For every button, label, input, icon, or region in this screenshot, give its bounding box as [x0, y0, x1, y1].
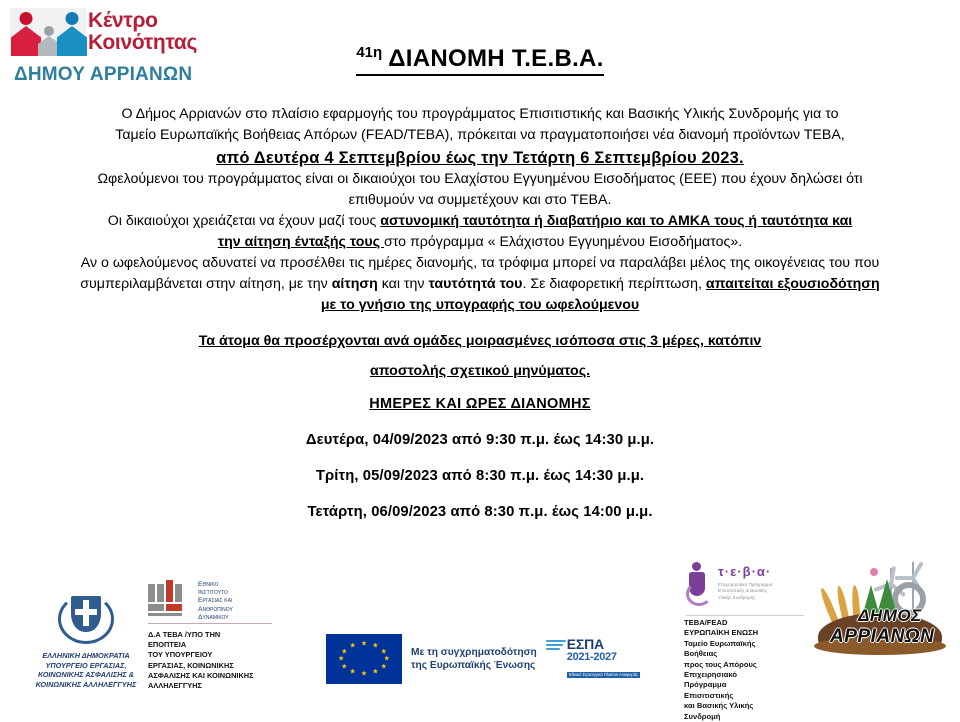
paragraph3-suffix: στο πρόγραμμα « Ελάχιστου Εγγυημένου Εισοδήματος».: [384, 234, 743, 250]
hellenic-republic-caption: [22, 651, 150, 689]
teba-divider: [686, 615, 804, 616]
groups-note: [55, 326, 905, 386]
espa-years: 2021-2027: [566, 651, 617, 663]
paragraph2-line2: επιθυμούν να συμμετέχουν και στο ΤΕΒΑ.: [348, 192, 612, 208]
eiead-title: [198, 581, 233, 622]
eiead-title-line3: Εργασιασ και: [198, 597, 233, 605]
teba-caption-line1: ΤΕΒΑ/FEAD: [684, 618, 728, 627]
title-ordinal: 41η: [356, 44, 383, 61]
eiead-caption-line1: Δ.Α ΤΕΒΑ /ΥΠΟ ΤΗΝ: [148, 630, 221, 639]
schedule-row-monday: Δευτέρα, 04/09/2023 από 9:30 π.μ. έως 14:30 μ.μ.: [305, 432, 655, 448]
teba-caption-line4: Βοήθειας: [684, 649, 718, 659]
gr-caption-line2: ΥΠΟΥΡΓΕΙΟ ΕΡΓΑΣΙΑΣ,: [45, 660, 127, 670]
groups-note-line2: [55, 356, 905, 386]
teba-caption: [684, 618, 809, 722]
hellenic-republic-emblem-icon: [58, 592, 114, 646]
teba-tagline: [718, 582, 802, 601]
teba-person-icon: [686, 562, 712, 606]
groups-note-text2: αποστολής σχετικού μηνύματος.: [369, 363, 591, 379]
required-documents-1: αστυνομική ταυτότητα ή διαβατήριο και το ΑΜΚΑ τους ή ταυτότητα και: [380, 213, 853, 229]
teba-caption-line9: και Βασικής Υλικής: [684, 701, 754, 711]
teba-caption-line5: προς τους Απόρους: [684, 659, 757, 669]
dimos-emblem-icon: [812, 556, 952, 661]
groups-note-line1: [55, 326, 905, 356]
eiead-logo: [148, 578, 278, 691]
espa-waves-icon: [546, 640, 566, 656]
logo-word-line2: Κοινότητας: [88, 31, 198, 54]
eiead-caption-line6: ΑΛΛΗΛΕΓΓΥΗΣ: [148, 681, 202, 691]
groups-note-text1: Τα άτομα θα προσέρχονται ανά ομάδες μοιρασμένες ισόποσα στις 3 μέρες, κατόπιν: [198, 333, 762, 349]
flower-icon: [870, 568, 878, 576]
paragraph2-line1: Ωφελούμενοι του προγράμματος είναι οι δικαιούχοι του Ελαχίστου Εγγυημένου Εισοδήματος (ΕΕΕ) που έχουν δηλώσει ότι: [97, 171, 863, 187]
distribution-date-range: από Δευτέρα 4 Σεπτεμβρίου έως την Τετάρτη 6 Σεπτεμβρίου 2023.: [216, 149, 744, 167]
teba-caption-line8: Επισιτιστικής: [684, 690, 734, 700]
paragraph3-line1: [55, 211, 905, 232]
eiead-title-line2: Ινστιτουτο: [198, 589, 228, 597]
paragraph4-bold-authorization: απαιτείται εξουσιοδότηση: [705, 276, 880, 292]
paragraph3-prefix: Οι δικαιούχοι χρειάζεται να έχουν μαζί τους: [107, 213, 381, 229]
teba-caption-line2: ΕΥΡΩΠΑΪΚΗ ΕΝΩΣΗ: [684, 628, 759, 638]
eiead-title-line1: Εθνικο: [198, 581, 219, 588]
eu-flag-icon: ★ ★ ★ ★ ★ ★ ★ ★ ★ ★ ★ ★: [326, 634, 402, 684]
teba-caption-line10: Συνδρομή: [684, 711, 721, 721]
eiead-divider: [148, 623, 272, 624]
paragraph4-text-a: συμπεριλαμβάνεται στην αίτηση, με την: [80, 276, 332, 292]
eiead-caption-line5: ΑΣΦΑΛΙΣΗΣ ΚΑΙ ΚΟΙΝΩΝΙΚΗΣ: [148, 670, 254, 680]
eiead-title-line4: Ανθρωπινου: [198, 605, 233, 613]
gr-caption-line3: ΚΟΙΝΩΝΙΚΗΣ ΑΣΦΑΛΙΣΗΣ &: [37, 670, 135, 680]
schedule-row-tuesday: Τρίτη, 05/09/2023 από 8:30 π.μ. έως 14:30 μ.μ.: [315, 468, 645, 484]
teba-wordmark: τ·ε·β·α·: [718, 564, 772, 579]
teba-caption-line6: Επιχειρησιακό: [684, 670, 738, 680]
paragraph1-line1: Ο Δήμος Αρριανών στο πλαίσιο εφαρμογής του προγράμματος Επισιτιστικής και Βασικής Υλικής Συνδρομής για το: [121, 106, 839, 122]
paragraph4-bold-aitisi: αίτηση: [331, 276, 378, 292]
dimos-word-line1: ΔΗΜΟΣ: [858, 606, 922, 625]
required-documents-2: την αίτηση ένταξής τους: [217, 234, 385, 250]
paragraph3-line2: [55, 232, 905, 253]
eiead-caption: [148, 630, 278, 691]
gr-caption-line4: ΚΟΙΝΩΝΙΚΗΣ ΑΛΛΗΛΕΓΓΥΗΣ: [35, 679, 137, 689]
paragraph4-line3: [55, 295, 905, 316]
eu-text-line2: της Ευρωπαϊκής Ένωσης: [411, 660, 536, 671]
paragraph4-line1: Αν ο ωφελούμενος αδυνατεί να προσέλθει τις ημέρες διανομής, τα τρόφιμα μπορεί να παραλάβει μέλος της οικογένειας του που: [80, 255, 880, 271]
teba-tagline-line2: Επισιτιστικής & Βασικής: [718, 588, 767, 594]
eiead-title-line5: Δυναμικου: [198, 613, 229, 621]
eu-espa-strip: [326, 634, 656, 684]
paragraph4-line2: [55, 274, 905, 295]
paragraph1-line2: Ταμείο Ευρωπαϊκής Βοήθειας Απόρων (FEAD/TEBA), πρόκειται να πραγματοποιήσει νέα διανομή προϊόντων ΤΕΒΑ,: [115, 127, 845, 143]
logo-subtitle: ΔΗΜΟΥ ΑΡΡΙΑΝΩΝ: [14, 64, 193, 85]
espa-logo: [546, 636, 639, 681]
eiead-caption-line2: ΕΠΟΠΤΕΙΑ: [148, 640, 187, 650]
teba-fead-logo: [684, 560, 809, 722]
eiead-caption-line3: ΤΟΥ ΥΠΟΥΡΓΕΙΟΥ: [148, 650, 213, 660]
eiead-caption-line4: ΕΡΓΑΣΙΑΣ, ΚΟΙΝΩΝΙΚΗΣ: [148, 660, 234, 670]
teba-tagline-line3: Υλικής Συνδρομής: [718, 594, 756, 600]
paragraph4-text-e: . Σε διαφορετική περίπτωση,: [522, 276, 706, 292]
announcement-body: [55, 104, 905, 316]
gr-caption-line1: ΕΛΛΗΝΙΚΗ ΔΗΜΟΚΡΑΤΙΑ: [42, 651, 130, 660]
eiead-lettermark-icon: [148, 580, 192, 620]
logo-word-line1: Κέντρο: [88, 9, 158, 32]
dimos-word-line2: ΑΡΡΙΑΝΩΝ: [830, 626, 935, 647]
schedule-heading: ΗΜΕΡΕΣ ΚΑΙ ΩΡΕΣ ΔΙΑΝΟΜΗΣ: [369, 396, 591, 412]
paragraph4-text-c: και την: [377, 276, 429, 292]
authorization-signature-note: με το γνήσιο της υπογραφής του ωφελούμενου: [320, 297, 640, 313]
espa-footer-text: Εθνικό Στρατηγικό Πλαίσιο Αναφοράς: [568, 672, 639, 677]
paragraph4-bold-taftotita: ταυτότητά του: [428, 276, 523, 292]
teba-tagline-line1: Επιχειρησιακό Πρόγραμμα: [718, 582, 773, 587]
distribution-schedule: [55, 396, 905, 520]
espa-name: ΕΣΠΑ: [566, 636, 604, 652]
title-main: ΔΙΑΝΟΜΗ Τ.Ε.Β.Α.: [382, 45, 604, 72]
eu-text-line1: Με τη συγχρηματοδότηση: [411, 647, 537, 658]
page-title: [0, 44, 960, 76]
teba-caption-line7: Πρόγραμμα: [684, 680, 727, 690]
teba-caption-line3: Ταμείο Ευρωπαϊκής: [684, 638, 756, 648]
hellenic-republic-logo: [22, 592, 150, 689]
schedule-row-wednesday: Τετάρτη, 06/09/2023 από 8:30 π.μ. έως 14:00 μ.μ.: [307, 504, 653, 520]
eu-cofinancing-text: [411, 646, 537, 672]
dimos-arrianon-logo: [812, 556, 952, 686]
